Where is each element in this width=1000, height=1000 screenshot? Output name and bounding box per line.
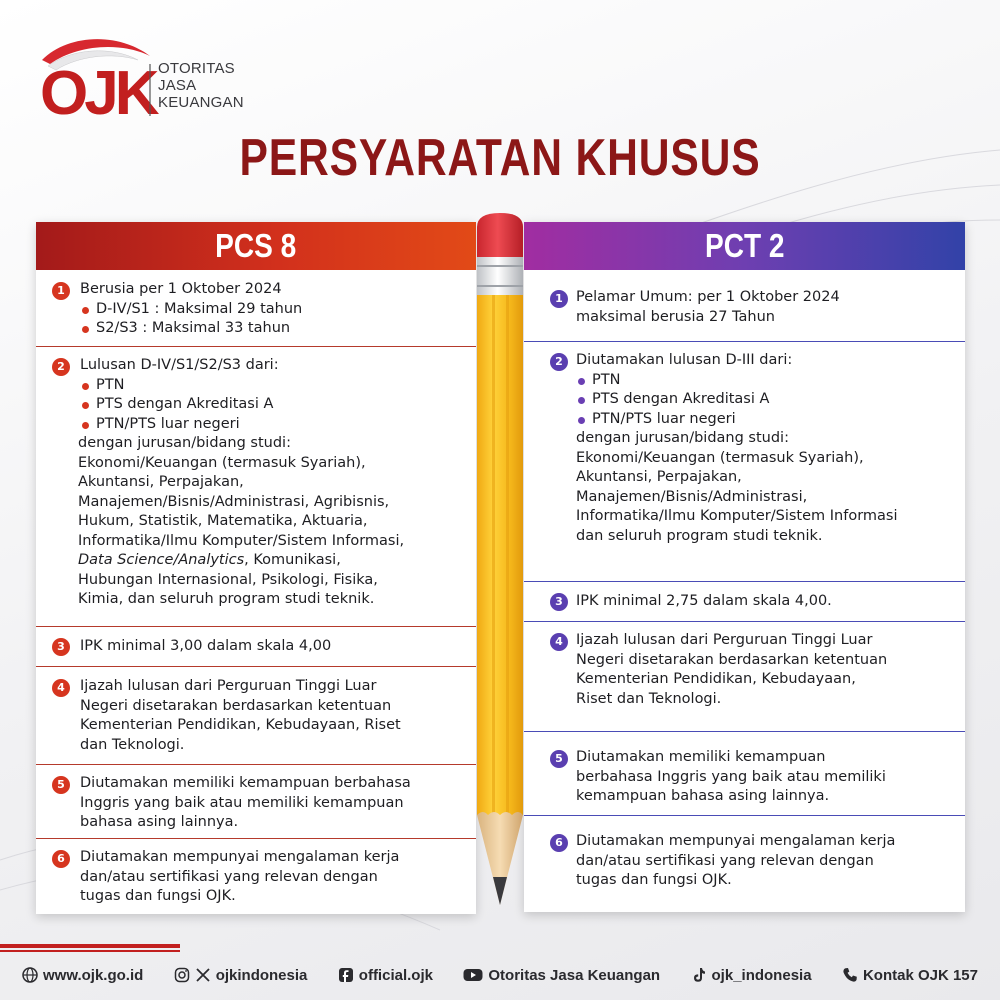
item-text: kemampuan bahasa asing lainnya.	[576, 788, 830, 804]
bullet-item: PTS dengan Akreditasi A	[80, 395, 476, 415]
item-text: Kementerian Pendidikan, Kebudayaan, Riset	[80, 717, 401, 733]
facebook-icon	[338, 967, 354, 983]
item-text: Diutamakan mempunyai mengalaman kerja	[80, 849, 400, 865]
pcs8-item-1	[36, 270, 476, 347]
ojk-logo-letters: OJK	[40, 59, 156, 120]
bullet-item: PTN/PTS luar negeri	[80, 415, 476, 435]
item-text: dan seluruh program studi teknik.	[576, 527, 823, 544]
pct2-item-1	[524, 270, 965, 342]
ojk-name-line: JASA	[158, 77, 197, 94]
item-text: dan/atau sertifikasi yang relevan dengan	[80, 868, 378, 885]
bullet-item: D-IV/S1 : Maksimal 29 tahun	[80, 300, 476, 320]
item-number: 2	[550, 353, 568, 371]
item-number: 3	[550, 593, 568, 611]
pcs8-header-label: PCS 8	[215, 227, 297, 264]
pct2-header	[524, 222, 965, 270]
pcs8-header	[36, 222, 476, 270]
pcs8-item-3	[36, 627, 476, 667]
item-text: Manajemen/Bisnis/Administrasi,	[576, 488, 808, 505]
footer-accent-line	[0, 950, 180, 952]
footer-text: official.ojk	[358, 966, 433, 984]
globe-icon	[22, 967, 38, 983]
item-text: Diutamakan lulusan D-III dari:	[576, 352, 793, 368]
pcs8-panel	[36, 222, 476, 914]
footer-youtube[interactable]	[463, 967, 660, 984]
item-number: 3	[52, 638, 70, 656]
item-text: Ekonomi/Keuangan (termasuk Syariah),	[576, 449, 864, 466]
bullet-item: PTS dengan Akreditasi A	[576, 390, 965, 410]
tiktok-icon	[691, 967, 707, 983]
pcs8-item-4	[36, 667, 476, 765]
footer-text: Otoritas Jasa Keuangan	[488, 966, 661, 984]
item-number: 4	[52, 679, 70, 697]
footer-facebook[interactable]	[338, 967, 433, 984]
item-number: 1	[52, 282, 70, 300]
item-number: 6	[550, 834, 568, 852]
pct2-item-2	[524, 342, 965, 582]
item-text: Informatika/Ilmu Komputer/Sistem Informasi	[576, 508, 898, 524]
item-text: Berusia per 1 Oktober 2024	[80, 281, 282, 297]
item-text: Negeri disetarakan berdasarkan ketentuan	[80, 697, 392, 714]
item-text: Ijazah lulusan dari Perguruan Tinggi Luar	[576, 632, 873, 648]
pcs8-item-2	[36, 347, 476, 627]
item-text: , Komunikasi,	[244, 552, 341, 568]
item-text: Ijazah lulusan dari Perguruan Tinggi Luar	[80, 678, 377, 694]
item-text: Lulusan D-IV/S1/S2/S3 dari:	[80, 357, 279, 373]
footer-website[interactable]	[22, 967, 143, 984]
footer	[22, 962, 978, 988]
ojk-name-line: OTORITAS	[158, 60, 235, 77]
footer-text: Kontak OJK 157	[862, 966, 978, 984]
pct2-item-5	[524, 732, 965, 816]
pencil-body	[477, 295, 523, 815]
item-text: Informatika/Ilmu Komputer/Sistem Informasi,	[78, 532, 405, 549]
footer-instagram-x[interactable]	[174, 967, 308, 984]
phone-icon	[842, 967, 858, 983]
youtube-icon	[463, 967, 483, 983]
bullet-item: PTN	[576, 371, 965, 391]
item-text: Ekonomi/Keuangan (termasuk Syariah),	[78, 454, 366, 471]
item-text: berbahasa Inggris yang baik atau memiliki	[576, 768, 886, 785]
item-text: tugas dan fungsi OJK.	[80, 888, 236, 904]
item-text: tugas dan fungsi OJK.	[576, 872, 732, 888]
item-text: dan Teknologi.	[80, 736, 185, 753]
item-text: Diutamakan mempunyai mengalaman kerja	[576, 833, 896, 849]
footer-text: ojk_indonesia	[711, 966, 812, 984]
x-icon	[195, 967, 211, 983]
item-text: Diutamakan memiliki kemampuan	[576, 749, 826, 765]
item-number: 5	[52, 776, 70, 794]
ojk-logo	[38, 30, 268, 120]
pencil-eraser	[477, 213, 523, 257]
pcs8-item-6	[36, 839, 476, 913]
footer-accent-line	[0, 944, 180, 948]
item-text: Pelamar Umum: per 1 Oktober 2024	[576, 289, 840, 305]
item-text: IPK minimal 3,00 dalam skala 4,00	[80, 638, 332, 654]
pct2-header-label: PCT 2	[704, 227, 785, 264]
italic-text: Data Science/Analytics	[78, 552, 245, 568]
footer-tiktok[interactable]	[691, 967, 812, 984]
bullet-item: S2/S3 : Maksimal 33 tahun	[80, 319, 476, 339]
item-number: 6	[52, 850, 70, 868]
item-number: 4	[550, 633, 568, 651]
pct2-item-3	[524, 582, 965, 622]
item-text: Manajemen/Bisnis/Administrasi, Agribisnis,	[78, 493, 390, 510]
pct2-item-4	[524, 622, 965, 732]
ojk-name	[158, 60, 268, 111]
item-text: Akuntansi, Perpajakan,	[78, 474, 244, 490]
item-number: 2	[52, 358, 70, 376]
pencil-lead	[493, 877, 507, 905]
footer-text: www.ojk.go.id	[43, 966, 144, 984]
item-text	[78, 551, 476, 571]
item-number: 5	[550, 750, 568, 768]
footer-contact[interactable]	[842, 967, 978, 984]
footer-text: ojkindonesia	[215, 966, 308, 984]
pct2-item-6	[524, 816, 965, 906]
item-text: Hubungan Internasional, Psikologi, Fisika,	[78, 571, 378, 588]
item-text: dengan jurusan/bidang studi:	[78, 435, 291, 451]
item-text: bahasa asing lainnya.	[80, 814, 239, 830]
page-title: PERSYARATAN KHUSUS	[239, 129, 761, 187]
pencil-ferrule	[477, 257, 523, 295]
pcs8-item-5	[36, 765, 476, 839]
instagram-icon	[174, 967, 190, 983]
pencil-illustration	[470, 205, 530, 935]
item-text: Kimia, dan seluruh program studi teknik.	[78, 591, 375, 607]
item-text: Diutamakan memiliki kemampuan berbahasa	[80, 775, 411, 791]
bullet-item: PTN/PTS luar negeri	[576, 410, 965, 430]
item-text: dengan jurusan/bidang studi:	[576, 430, 789, 446]
item-text: Kementerian Pendidikan, Kebudayaan,	[576, 671, 856, 687]
item-text: Hukum, Statistik, Matematika, Aktuaria,	[78, 513, 368, 529]
item-text: maksimal berusia 27 Tahun	[576, 308, 775, 325]
item-text: Akuntansi, Perpajakan,	[576, 469, 742, 485]
item-text: IPK minimal 2,75 dalam skala 4,00.	[576, 593, 832, 609]
item-number: 1	[550, 290, 568, 308]
ojk-name-line: KEUANGAN	[158, 94, 244, 111]
item-text: Inggris yang baik atau memiliki kemampuan	[80, 794, 404, 811]
item-text: Negeri disetarakan berdasarkan ketentuan	[576, 651, 888, 668]
pct2-panel	[524, 222, 965, 912]
item-text: dan/atau sertifikasi yang relevan dengan	[576, 852, 874, 869]
item-text: Riset dan Teknologi.	[576, 690, 722, 707]
bullet-item: PTN	[80, 376, 476, 396]
